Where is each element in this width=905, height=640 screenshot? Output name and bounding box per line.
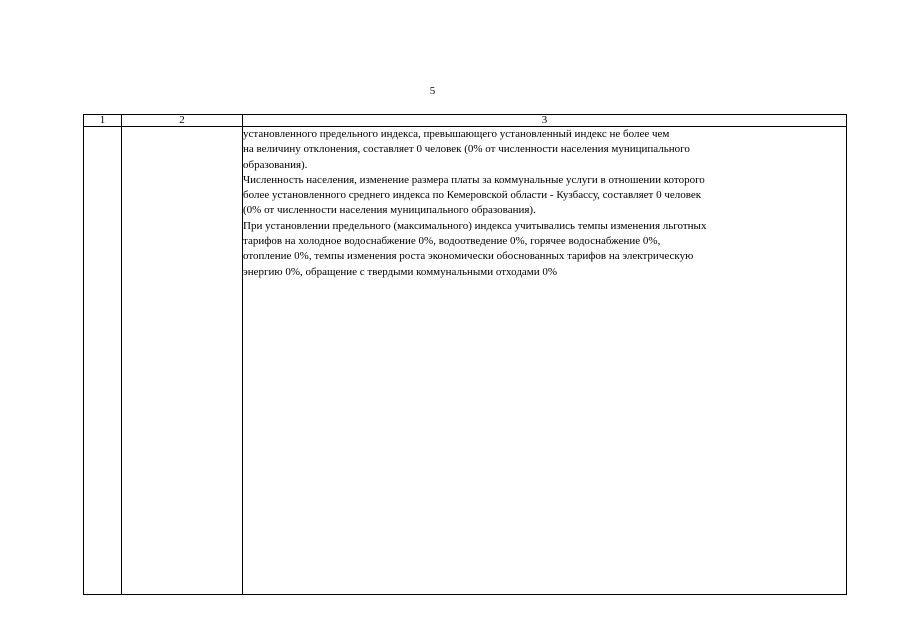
text-line: установленного предельного индекса, превышающего установленный индекс не более чем: [243, 128, 670, 140]
column-1-cell: [84, 127, 122, 595]
column-header-3: 3: [243, 115, 847, 127]
text-line: Численность населения, изменение размера платы за коммунальные услуги в отношении которого: [243, 173, 705, 186]
column-header-1: 1: [84, 115, 122, 127]
table-row: [84, 127, 847, 595]
page-number: 5: [429, 85, 436, 97]
text-line: на величину отклонения, составляет 0 человек (0% от численности населения муниципального: [243, 143, 690, 156]
text-line: более установленного среднего индекса по Кемеровской области - Кузбассу, составляет 0 человек: [243, 189, 702, 202]
column-3-cell: [243, 127, 847, 595]
column-2-cell: [122, 127, 243, 595]
text-line: При установлении предельного (максимального) индекса учитывались темпы изменения льготных: [243, 219, 707, 232]
text-line: отопление 0%, темпы изменения роста экономически обоснованных тарифов на электрическую: [243, 250, 694, 263]
column-header-2: 2: [122, 115, 243, 127]
table-header-row: [84, 115, 847, 127]
text-line: (0% от численности населения муниципального образования).: [243, 204, 536, 217]
text-line: тарифов на холодное водоснабжение 0%, водоотведение 0%, горячее водоснабжение 0%,: [243, 235, 661, 248]
document-table: [83, 114, 847, 595]
text-line: образования).: [243, 158, 308, 171]
text-line: энергию 0%, обращение с твердыми коммунальными отходами 0%: [243, 265, 558, 278]
